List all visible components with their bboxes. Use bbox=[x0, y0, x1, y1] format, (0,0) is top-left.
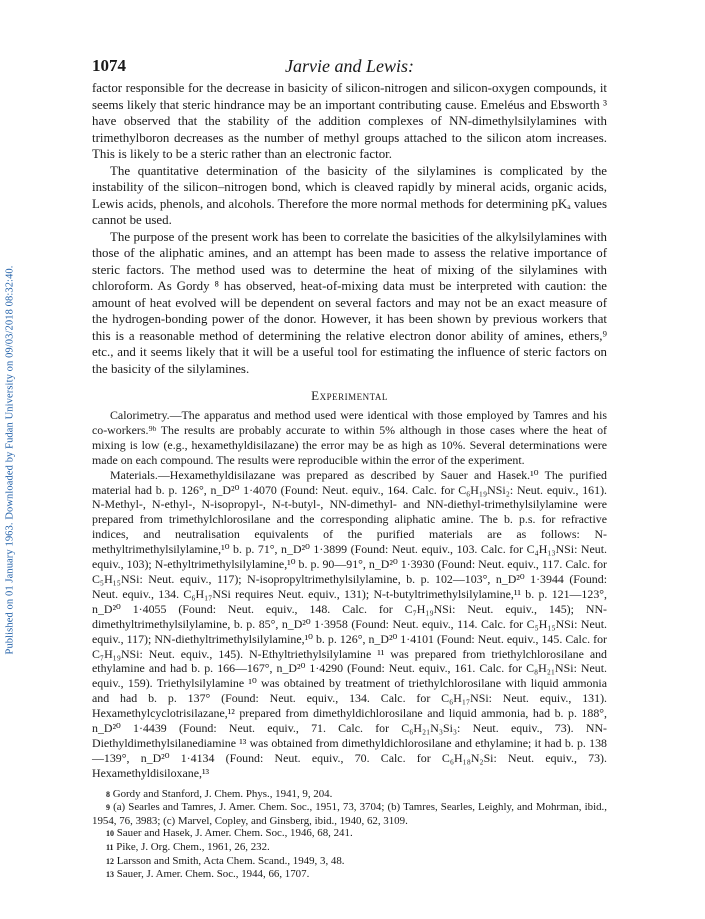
journal-page bbox=[92, 56, 607, 882]
page-number: 1074 bbox=[92, 56, 126, 75]
footnote-mark: 8 bbox=[106, 789, 110, 799]
paragraph: The quantitative determination of the basicity of the silylamines is complicated by the instability of the silicon–nitrogen bond, which is cleaved rapidly by mineral acids, organic acids, Lewis acids, phenols, and alcohols. Therefore the more normal methods for determining pKₐ values cannot be used. bbox=[92, 163, 607, 227]
footnote-mark: 13 bbox=[106, 870, 114, 880]
experimental-text bbox=[92, 408, 607, 781]
footnote-mark: 10 bbox=[106, 829, 114, 839]
footnote-text: Gordy and Stanford, J. Chem. Phys., 1941, 9, 204. bbox=[112, 787, 333, 800]
footnote-mark: 11 bbox=[106, 843, 114, 853]
footnote-text: Pike, J. Org. Chem., 1961, 26, 232. bbox=[116, 841, 270, 854]
paragraph: Calorimetry.—The apparatus and method used were identical with those employed by Tamres and his co-workers.⁹ᵇ The results are probably accurate to within 5% although in those cases where the heat of mixing is low (e.g., hexamethyldisilazane) the error may be as high as 10%. Several determinations were made on each compound. The results were reproducible within the error of the experiment. bbox=[92, 408, 607, 467]
footnote-text: Sauer, J. Amer. Chem. Soc., 1944, 66, 1707. bbox=[116, 868, 310, 881]
paragraph: The purpose of the present work has been to correlate the basicities of the alkylsilylamines with those of the aliphatic amines, and an attempt has been made to assess the relative importance of steric factors. The method used was to determine the heat of mixing of the silylamines with chloroform. As Gordy ⁸ has observed, heat-of-mixing data must be interpreted with caution: the amount of heat evolved will be dependent on several factors and may not be an exact measure of the hydrogen-bonding power of the donor. However, it has been shown by previous workers that this is a reasonable method of determining the relative electron donor ability of amines, ethers,⁹ etc., and it seems likely that it will be a useful tool for estimating the influence of steric factors on the basicity of the silylamines. bbox=[92, 229, 607, 376]
introduction-text bbox=[92, 80, 607, 377]
footnote-text: (a) Searles and Tamres, J. Amer. Chem. Soc., 1951, 73, 3704; (b) Tamres, Searles, Leighly, and Mohrman, ibid., 1954, 76, 3983; (c) Marvel, Copley, and Ginsberg, ibid., 1940, 62, 3109. bbox=[92, 801, 607, 827]
footnote bbox=[92, 788, 607, 802]
paragraph: factor responsible for the decrease in basicity of silicon-nitrogen and silicon-oxygen compounds, it seems likely that steric hindrance may be an important contributing cause. Emeléus and Ebsworth ³ have observed that the stability of the addition complexes of NN-dimethylsilylamines with trimethylboron decreases as the number of methyl groups attached to the silicon atom increases. This is likely to be a steric rather than an electronic factor. bbox=[92, 81, 607, 161]
footnote bbox=[92, 841, 607, 855]
footnote bbox=[92, 827, 607, 841]
footnotes bbox=[92, 788, 607, 882]
footnote bbox=[92, 868, 607, 882]
footnote bbox=[92, 855, 607, 869]
footnote bbox=[92, 801, 607, 827]
footnote-mark: 12 bbox=[106, 856, 114, 866]
download-watermark bbox=[2, 140, 18, 780]
paragraph: Materials.—Hexamethyldisilazane was prepared as described by Sauer and Hasek.¹⁰ The purified material had b. p. 126°, n_D²⁰ 1·4070 (Found: Neut. equiv., 164. Calc. for C₆H₁₉NSi₂: Neut. equiv., 161). N-Methyl-, N-ethyl-, N-isopropyl-, N-t-butyl-, NN-dimethyl- and NN-diethyl-trimethylsilylamine were prepared from trimethylchlorosilane and the corresponding aliphatic amine. The b. p.s. for refractive indices, and neutralisation equivalents of the purified materials are as follows: N-methyltrimethylsilylamine,¹⁰ b. p. 71°, n_D²⁰ 1·3899 (Found: Neut. equiv., 103. Calc. for C₄H₁₃NSi: Neut. equiv., 103); N-ethyltrimethylsilylamine,¹⁰ b. p. 90—91°, n_D²⁰ 1·3930 (Found: Neut. equiv., 117. Calc. for C₅H₁₅NSi: Neut. equiv., 117); N-isopropyltrimethylsilylamine, b. p. 102—103°, n_D²⁰ 1·3944 (Found: Neut. equiv., 134. C₆H₁₇NSi requires Neut. equiv., 131); N-t-butyltrimethylsilylamine,¹¹ b. p. 121—123°, n_D²⁰ 1·4055 (Found: Neut. equiv., 148. Calc. for C₇H₁₉NSi: Neut. equiv., 145); NN-dimethyltrimethylsilylamine, b. p. 85°, n_D²⁰ 1·3958 (Found: Neut. equiv., 114. Calc. for C₅H₁₅NSi: Neut. equiv., 117); NN-diethyltrimethylsilylamine,¹⁰ b. p. 126°, n_D²⁰ 1·4101 (Found: Neut. equiv., 145. Calc. for C₇H₁₉NSi: Neut. equiv., 145). N-Ethyltriethylsilylamine ¹¹ was prepared from triethylchlorosilane and ethylamine and had b. p. 166—167°, n_D²⁰ 1·4290 (Found: Neut. equiv., 161. Calc. for C₈H₂₁NSi: Neut. equiv., 159). Triethylsilylamine ¹⁰ was obtained by treatment of triethylchlorosilane with liquid ammonia and had b. p. 137° (Found: Neut. equiv., 134. Calc. for C₆H₁₇NSi: Neut. equiv., 131). Hexamethylcyclotrisilazane,¹² prepared from dimethyldichlorosilane and liquid ammonia, had b. p. 188°, n_D²⁰ 1·4439 (Found: Neut. equiv., 71. Calc. for C₆H₂₁N₃Si₃: Neut. equiv., 73). NN-Diethyldimethylsilanediamine ¹³ was obtained from dimethyldichlorosilane and ethylamine; it had b. p. 138—139°, n_D²⁰ 1·4134 (Found: Neut. equiv., 70. Calc. for C₆H₁₈N₂Si: Neut. equiv., 73). Hexamethyldisiloxane,¹³ bbox=[92, 467, 607, 780]
footnote-text: Sauer and Hasek, J. Amer. Chem. Soc., 1946, 68, 241. bbox=[116, 827, 353, 840]
page-header bbox=[92, 56, 607, 78]
download-watermark-text: Published on 01 January 1963. Downloaded by Fudan University on 09/03/2018 08:32:40. bbox=[4, 265, 16, 655]
footnote-mark: 9 bbox=[106, 803, 110, 813]
running-title: Jarvie and Lewis: bbox=[285, 56, 414, 76]
section-heading: Experimental bbox=[311, 388, 388, 403]
footnote-text: Larsson and Smith, Acta Chem. Scand., 1949, 3, 48. bbox=[116, 854, 345, 867]
